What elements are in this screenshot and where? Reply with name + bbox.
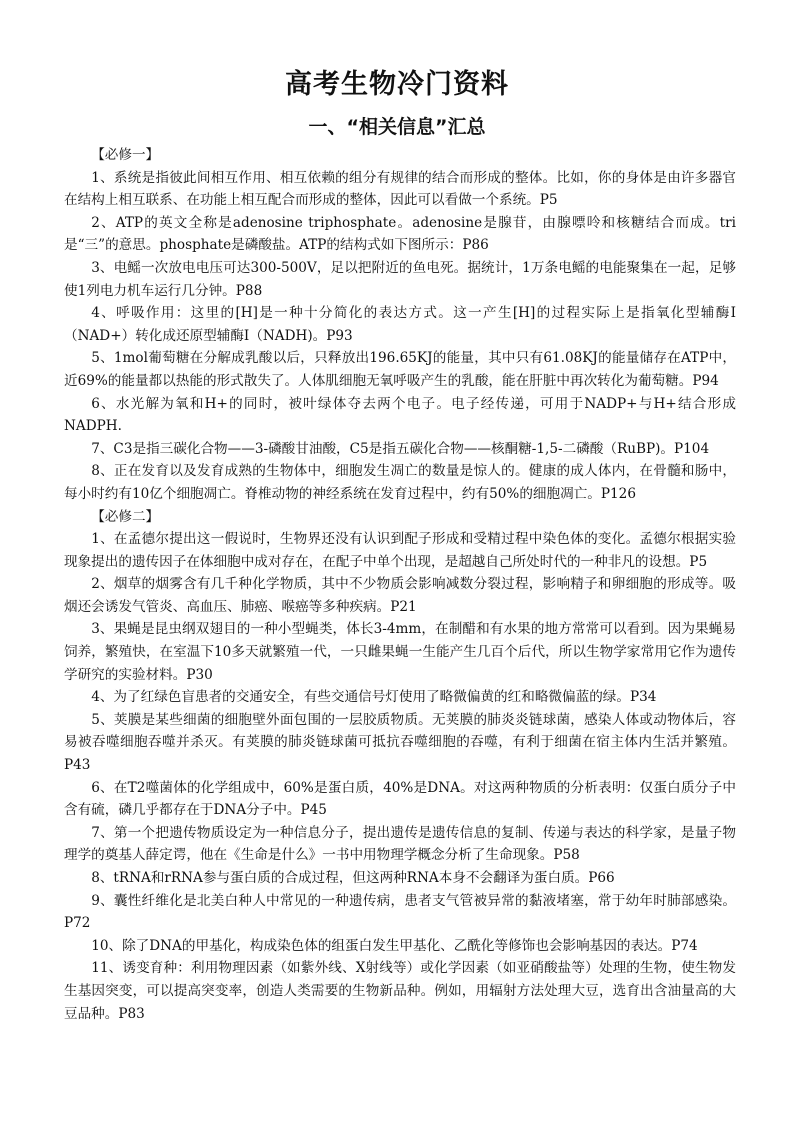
document-body <box>64 144 736 1025</box>
list-item: 7、第一个把遗传物质设定为一种信息分子，提出遗传是遗传信息的复制、传递与表达的科学家，是量子物理学的奠基人薛定谔，他在《生命是什么》一书中用物理学概念分析了生命现象。P58 <box>64 824 736 864</box>
list-item: 10、除了DNA的甲基化，构成染色体的组蛋白发生甲基化、乙酰化等修饰也会影响基因的表达。P74 <box>91 937 698 954</box>
section-heading-bixiu-2: 【必修二】 <box>91 508 160 525</box>
list-item: 7、C3是指三碳化合物——3-磷酸甘油酸，C5是指五碳化合物——核酮糖-1,5-二磷酸（RuBP)。P104 <box>91 440 710 457</box>
list-item: 9、囊性纤维化是北美白种人中常见的一种遗传病，患者支气管被异常的黏液堵塞，常于幼年时肺部感染。P72 <box>64 892 736 932</box>
list-item: 3、电鳐一次放电电压可达300-500V，足以把附近的鱼电死。据统计，1万条电鳐的电能聚集在一起，足够使1列电力机车运行几分钟。P88 <box>64 259 736 299</box>
list-item: 4、为了红绿色盲患者的交通安全，有些交通信号灯使用了略微偏黄的红和略微偏蓝的绿。P34 <box>91 689 657 706</box>
page-title: 高考生物冷门资料 <box>285 69 509 100</box>
list-item: 1、在孟德尔提出这一假说时，生物界还没有认识到配子形成和受精过程中染色体的变化。孟德尔根据实验现象提出的遗传因子在体细胞中成对存在，在配子中单个出现，是超越自己所处时代的一种非凡的设想。P5 <box>64 531 736 570</box>
list-item: 8、tRNA和rRNA参与蛋白质的合成过程，但这两种RNA本身不会翻译为蛋白质。P66 <box>91 870 615 886</box>
section-subtitle: 一、“相关信息”汇总 <box>308 116 486 138</box>
list-item: 11、诱变育种：利用物理因素（如紫外线、X射线等）或化学因素（如亚硝酸盐等）处理的生物，使生物发生基因突变，可以提高突变率，创造人类需要的生物新品种。例如，用辐射方法处理大豆，选育出含油量高的大豆品种。P83 <box>64 960 736 1022</box>
list-item: 6、水光解为氧和H+的同时，被叶绿体夺去两个电子。电子经传递，可用于NADP+与H+结合形成NADPH. <box>64 395 736 435</box>
list-item: 8、正在发育以及发育成熟的生物体中，细胞发生凋亡的数量是惊人的。健康的成人体内，在骨髓和肠中，每小时约有10亿个细胞凋亡。脊椎动物的神经系统在发育过程中，约有50%的细胞凋亡。P126 <box>64 463 736 502</box>
list-item: 3、果蝇是昆虫纲双翅目的一种小型蝇类，体长3-4mm，在制醋和有水果的地方常常可以看到。因为果蝇易饲养，繁殖快，在室温下10多天就繁殖一代，一只雌果蝇一生能产生几百个后代，所以生物学家常用它作为遗传学研究的实验材料。P30 <box>64 621 736 683</box>
list-item: 6、在T2噬菌体的化学组成中，60%是蛋白质，40%是DNA。对这两种物质的分析表明：仅蛋白质分子中含有硫，磷几乎都存在于DNA分子中。P45 <box>64 779 736 819</box>
list-item: 1、系统是指彼此间相互作用、相互依赖的组分有规律的结合而形成的整体。比如，你的身体是由许多器官在结构上相互联系、在功能上相互配合而形成的整体，因此可以看做一个系统。P5 <box>64 169 736 209</box>
list-item: 5、1mol葡萄糖在分解成乳酸以后，只释放出196.65KJ的能量，其中只有61.08KJ的能量储存在ATP中，近69%的能量都以热能的形式散失了。人体肌细胞无氧呼吸产生的乳酸，能在肝脏中再次转化为葡萄糖。P94 <box>64 350 736 389</box>
list-item: 2、烟草的烟雾含有几千种化学物质，其中不少物质会影响减数分裂过程，影响精子和卵细胞的形成等。吸烟还会诱发气管炎、高血压、肺癌、喉癌等多种疾病。P21 <box>64 576 736 615</box>
section-heading-bixiu-1: 【必修一】 <box>91 147 160 163</box>
list-item: 4、呼吸作用：这里的[H]是一种十分简化的表达方式。这一产生[H]的过程实际上是指氧化型辅酶Ⅰ（NAD+）转化成还原型辅酶Ⅰ（NADH)。P93 <box>64 305 736 344</box>
list-item: 5、荚膜是某些细菌的细胞壁外面包围的一层胶质物质。无荚膜的肺炎炎链球菌，感染人体或动物体后，容易被吞噬细胞吞噬并杀灭。有荚膜的肺炎链球菌可抵抗吞噬细胞的吞噬，有利于细菌在宿主体内生活并繁殖。P43 <box>64 711 736 774</box>
list-item: 2、ATP的英文全称是adenosine triphosphate。adenosine是腺苷，由腺嘌呤和核糖结合而成。tri是“三”的意思。phosphate是磷酸盐。ATP的结构式如下图所示：P86 <box>64 214 736 254</box>
